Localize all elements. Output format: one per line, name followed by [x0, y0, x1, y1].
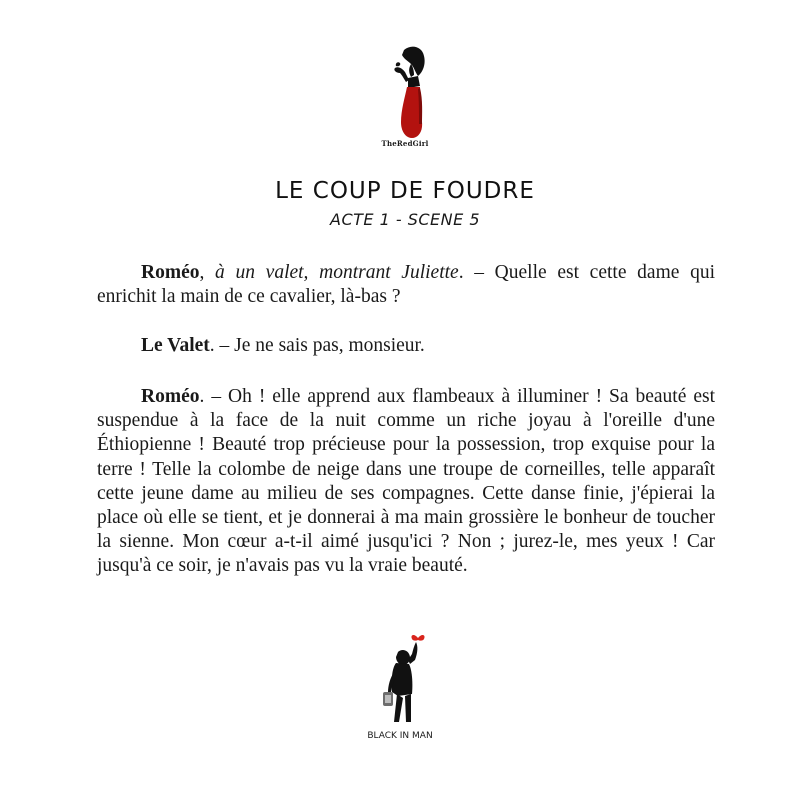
dialogue-paragraph — [97, 261, 715, 309]
red-girl-logo-icon — [378, 42, 438, 150]
dialogue-paragraph — [97, 385, 715, 579]
dialogue-text: . – Quelle est cette dame qui enrichit la main de ce cavalier, là-bas ? — [97, 262, 715, 308]
black-in-man-logo-icon — [372, 630, 442, 730]
stage-direction: à un valet, montrant Juliette — [215, 262, 459, 283]
page-title: LE COUP DE FOUDRE — [275, 178, 535, 204]
bottom-brand-label: BLACK IN MAN — [367, 731, 433, 741]
page-subtitle: ACTE 1 - SCENE 5 — [330, 210, 480, 229]
dialogue-paragraph — [97, 334, 715, 358]
speaker-name: Roméo — [141, 262, 200, 283]
top-brand-label: TheRedGirl — [381, 139, 429, 148]
speaker-name: Roméo — [141, 386, 200, 407]
dialogue-text: . – Oh ! elle apprend aux flambeaux à illuminer ! Sa beauté est suspendue à la face de la nuit comme un riche joyau à l'oreille d'une Éthiopienne ! Beauté trop précieuse pour la possession, trop exquise pour la terre ! Telle la colombe de neige dans une troupe de corneilles, telle apparaît cette jeune dame au milieu de ses compagnes. Cette danse finie, j'épierai la place où elle se tient, et je donnerai à ma main grossière le bonheur de toucher la sienne. Mon cœur a-t-il aimé jusqu'ici ? Non ; jurez-le, mes yeux ! Car jusqu'à ce soir, je n'avais pas vu la vraie beauté. — [97, 386, 715, 577]
dialogue-text: . – Je ne sais pas, monsieur. — [209, 335, 425, 356]
speaker-separator: , — [199, 262, 216, 283]
speaker-name: Le Valet — [141, 335, 210, 356]
